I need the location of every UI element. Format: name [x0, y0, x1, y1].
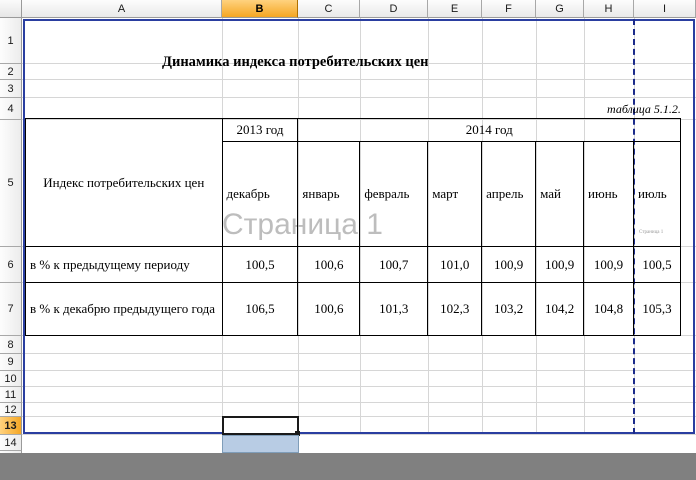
row-label-prev-period: в % к предыдущему периоду [26, 247, 223, 283]
row-header-14[interactable]: 14 [0, 435, 22, 451]
inactive-row-header-area [0, 453, 22, 480]
row-label-dec-prev-year: в % к декабрю предыдущего года [26, 283, 223, 336]
column-header-i[interactable]: I [634, 0, 696, 18]
row-header-2[interactable]: 2 [0, 64, 22, 80]
page-watermark-small: Страница 1 [639, 230, 664, 235]
row-header-6[interactable]: 6 [0, 247, 22, 283]
stub-header-cell: Индекс потребительских цен [26, 119, 223, 247]
month-header-iyun: июнь [584, 142, 634, 247]
gridline [22, 402, 696, 403]
row-header-12[interactable]: 12 [0, 403, 22, 417]
gridline [22, 434, 696, 435]
month-header-yanvar: январь [298, 142, 360, 247]
column-header-b[interactable]: B [222, 0, 298, 18]
worksheet-grid[interactable] [22, 18, 696, 480]
year-2013-header: 2013 год [222, 119, 298, 142]
row-header-4[interactable]: 4 [0, 98, 22, 120]
table-row [26, 247, 681, 283]
table-row-year-header [26, 119, 681, 142]
column-header-e[interactable]: E [428, 0, 482, 18]
select-all-corner[interactable] [0, 0, 22, 18]
gridline [22, 386, 696, 387]
cell-value: 101,0 [428, 247, 482, 283]
row-header-3[interactable]: 3 [0, 80, 22, 98]
cell-value: 102,3 [428, 283, 482, 336]
row-header-8[interactable]: 8 [0, 336, 22, 354]
month-header-aprel: апрель [482, 142, 536, 247]
row-header-13[interactable]: 13 [0, 417, 22, 435]
cell-value: 100,5 [222, 247, 298, 283]
page-title: Динамика индекса потребительских цен [162, 54, 429, 70]
year-2014-header: 2014 год [298, 119, 681, 142]
column-header-row [0, 0, 696, 18]
cell-value: 100,6 [298, 247, 360, 283]
table-caption: таблица 5.1.2. [607, 102, 681, 116]
month-header-fevral: февраль [360, 142, 428, 247]
data-table [25, 118, 681, 336]
column-header-d[interactable]: D [360, 0, 428, 18]
row-header-9[interactable]: 9 [0, 354, 22, 371]
gridline [22, 79, 696, 80]
gridline [22, 416, 696, 417]
table-row [26, 283, 681, 336]
column-header-a[interactable]: A [22, 0, 222, 18]
cell-value: 104,2 [536, 283, 584, 336]
cell-value: 103,2 [482, 283, 536, 336]
month-header-iyul: июль [633, 142, 680, 247]
cell-value: 105,3 [633, 283, 680, 336]
column-header-c[interactable]: C [298, 0, 360, 18]
row-header-column [0, 18, 22, 467]
month-header-dekabr: декабрь [222, 142, 298, 247]
cell-value: 106,5 [222, 283, 298, 336]
row-header-11[interactable]: 11 [0, 387, 22, 403]
month-header-mart: март [428, 142, 482, 247]
cell-value: 100,9 [482, 247, 536, 283]
month-header-may: май [536, 142, 584, 247]
gridline [22, 97, 696, 98]
row-header-7[interactable]: 7 [0, 283, 22, 336]
gridline [22, 353, 696, 354]
cell-value: 100,7 [360, 247, 428, 283]
row-header-1[interactable]: 1 [0, 18, 22, 64]
selected-cell-highlight[interactable] [222, 435, 299, 453]
row-header-10[interactable]: 10 [0, 371, 22, 387]
gridline [22, 370, 696, 371]
page-watermark: Страница 1 [222, 208, 383, 241]
inactive-area [22, 453, 696, 480]
cell-value: 100,6 [298, 283, 360, 336]
row-header-5[interactable]: 5 [0, 120, 22, 247]
cell-value: 100,9 [536, 247, 584, 283]
selected-cell[interactable] [222, 416, 299, 435]
cell-value: 100,5 [633, 247, 680, 283]
column-header-g[interactable]: G [536, 0, 584, 18]
column-header-h[interactable]: H [584, 0, 634, 18]
cell-value: 100,9 [584, 247, 634, 283]
cell-value: 104,8 [584, 283, 634, 336]
column-header-f[interactable]: F [482, 0, 536, 18]
cell-value: 101,3 [360, 283, 428, 336]
